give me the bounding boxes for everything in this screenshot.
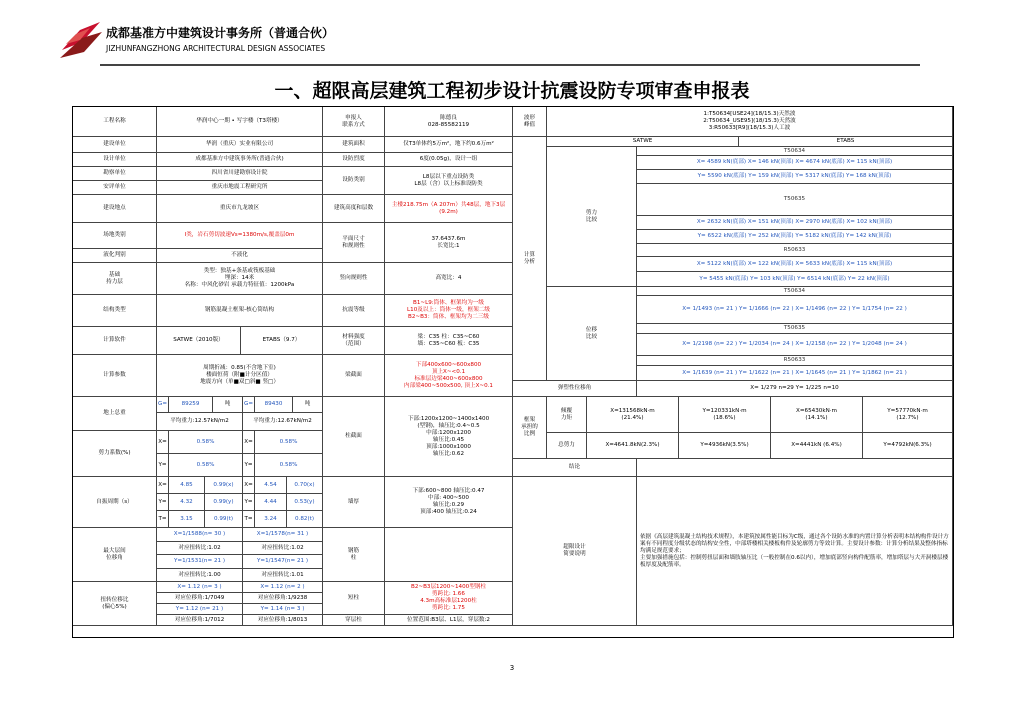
table-cell: 设计单位 — [73, 153, 157, 167]
table-cell: T= — [157, 511, 169, 528]
table-cell: Y=4792kN(6.3%) — [863, 433, 953, 459]
table-cell: T50634 — [637, 147, 953, 156]
table-cell: 1:T50634[USE24](18/15.3)天然波 2:T50634_USE95](18/15.3)天然波 3:R50633[R9](18/15.3)人工波 — [547, 107, 953, 137]
firm-name-en: JIZHUNFANGZHONG ARCHITECTURAL DESIGN ASSOCIATES — [106, 44, 326, 53]
table-cell: 设防类别 — [323, 167, 385, 195]
table-cell: 申报人 联系方式 — [323, 107, 385, 137]
table-cell: 材料强度 （范围） — [323, 327, 385, 355]
table-cell: X=4641.8kN(2.3%) — [587, 433, 679, 459]
table-cell: X= 1/2198 (n= 22 ) Y= 1/2034 (n= 24 ) X= 1/2158 (n= 22 ) Y= 1/2048 (n= 24 ) — [637, 334, 953, 356]
table-cell: 89430 — [255, 397, 293, 413]
table-cell: 扭转位移比 (偏心5%) — [73, 582, 157, 626]
table-cell: X= 1/1493 (n= 21 ) Y= 1/1666 (n= 22 ) X= 1/1496 (n= 22 ) Y= 1/1754 (n= 22 ) — [637, 296, 953, 324]
table-cell: 0.58% — [169, 431, 243, 454]
table-cell: 钢筋 柱 — [323, 528, 385, 582]
page-number: 3 — [509, 664, 515, 672]
table-cell: 0.70(x) — [287, 477, 323, 494]
table-cell: X= 2632 kN(底部) X= 151 kN(顶部) X= 2970 kN(底部) X= 102 kN(顶部) — [637, 216, 953, 230]
table-cell: 建筑高度和层数 — [323, 195, 385, 223]
table-cell: Y= — [157, 454, 169, 477]
table-cell: 平均重力:12.57kN/m2 — [157, 413, 243, 431]
table-cell: 墙厚 — [323, 477, 385, 528]
table-cell: R50633 — [637, 356, 953, 366]
table-cell: 下部:1200x1200~1400x1400 (型钢)，轴压比:0.4~0.5 中部:1200x1200 轴压比:0.45 顶部:1000x1000 轴压比:0.62 — [385, 397, 513, 477]
table-cell: SATWE — [547, 137, 739, 147]
table-cell: 基础 持力层 — [73, 263, 157, 295]
table-cell: 3.15 — [169, 511, 205, 528]
table-cell: T50634 — [637, 287, 953, 296]
table-cell: 平均重力:12.67kN/m2 — [243, 413, 323, 431]
table-cell: 短柱 — [323, 582, 385, 615]
table-cell: 对应位移角:1/8013 — [243, 615, 323, 626]
table-cell: 倾覆 力矩 — [547, 397, 587, 433]
table-cell: 液化判别 — [73, 249, 157, 263]
table-cell: 仅T3单体约5万m²，地下约0.6万m² — [385, 137, 513, 153]
table-cell: 剪力系数(%) — [73, 431, 157, 477]
table-cell: 0.58% — [255, 454, 323, 477]
table-cell: 四川省川建勘察设计院 — [157, 167, 323, 181]
page-title: 一、超限高层建筑工程初步设计抗震设防专项审查申报表 — [274, 80, 750, 102]
table-cell: 弹塑性位移角 — [513, 381, 637, 397]
table-cell: 对应位移角:1/9238 — [243, 593, 323, 604]
table-cell: 成都基准方中建筑事务所(普通合伙) — [157, 153, 323, 167]
table-cell: 吨 — [213, 397, 243, 413]
table-cell: 4.44 — [255, 494, 287, 511]
table-cell: ETABS（9.7） — [241, 327, 323, 355]
table-cell: 梁截面 — [323, 355, 385, 397]
table-cell: X= 1.12 (n= 3 ) — [157, 582, 243, 593]
table-cell: X=1/1578(n= 31 ) — [243, 528, 323, 542]
table-cell: 0.82(t) — [287, 511, 323, 528]
table-cell: 设防烈度 — [323, 153, 385, 167]
firm-logo — [60, 20, 102, 60]
table-cell: 梁：C35 柱：C35~C60 墙：C35~C60 板：C35 — [385, 327, 513, 355]
table-cell: X= — [157, 477, 169, 494]
table-cell: 建设地点 — [73, 195, 157, 223]
table-cell: 柱截面 — [323, 397, 385, 477]
table-cell: 0.99(t) — [205, 511, 243, 528]
table-cell: 重庆市九龙坡区 — [157, 195, 323, 223]
table-cell: 对应位移角:1/7049 — [157, 593, 243, 604]
table-cell: 波形 峰值 — [513, 107, 547, 137]
table-cell: 华润中心一期 • 写字楼（T3塔楼） — [157, 107, 323, 137]
table-cell: 对应扭转比:1.01 — [243, 569, 323, 582]
table-cell: 钢筋混凝土框架-核心筒结构 — [157, 295, 323, 327]
table-cell: G= — [157, 397, 169, 413]
table-cell: 周期折减：0.85(不含地下室) 楼面恒荷（附■计分区值） 地震方向（单■双□斜■ 竖□） — [157, 355, 323, 397]
table-cell: 对应位移角:1/7012 — [157, 615, 243, 626]
table-cell: B1~L9:筒体、框架均为一级 L10及以上：筒体一级，框架二级 B2~B3：筒体、框架均为二三级 — [385, 295, 513, 327]
table-cell: 陈德良 028-85582119 — [385, 107, 513, 137]
table-cell: X=65430kN·m (14.1%) — [771, 397, 863, 433]
table-cell: X= — [243, 431, 255, 454]
table-cell: 对应扭转比:1.00 — [157, 569, 243, 582]
table-cell: X= — [157, 431, 169, 454]
table-cell: 0.99(y) — [205, 494, 243, 511]
table-cell: X= 1/279 n=29 Y= 1/225 n=10 — [637, 381, 953, 397]
table-cell: 地上总重 — [73, 397, 157, 431]
table-cell: 结构类型 — [73, 295, 157, 327]
table-cell: X= 5122 kN(底部) X= 122 kN(顶部) X= 5633 kN(底部) X= 115 kN(顶部) — [637, 257, 953, 272]
table-cell: ETABS — [739, 137, 953, 147]
table-cell: T= — [243, 511, 255, 528]
table-cell: Y=1/1547(n= 21 ) — [243, 555, 323, 569]
table-cell: 框架 承担的 比例 — [513, 397, 547, 459]
table-cell: Y=1/1531(n= 21 ) — [157, 555, 243, 569]
table-cell: X= 1.12 (n= 2 ) — [243, 582, 323, 593]
application-table — [72, 106, 954, 638]
table-cell: 吨 — [293, 397, 323, 413]
table-cell: 下部:600~800 轴压比:0.47 中部: 400~500 轴压比:0.29 顶部:400 轴压比:0.24 — [385, 477, 513, 528]
table-cell: 0.99(x) — [205, 477, 243, 494]
table-cell: 0.53(y) — [287, 494, 323, 511]
table-cell: 主楼218.75m（A 207m）共48层，地下3层(9.2m) — [385, 195, 513, 223]
table-cell: Y=57770kN·m (12.7%) — [863, 397, 953, 433]
table-cell: 场地类别 — [73, 223, 157, 249]
table-cell: T50635 — [637, 184, 953, 216]
table-cell: 平面尺寸 和规则性 — [323, 223, 385, 263]
table-cell: 剪力 比较 — [547, 147, 637, 287]
table-cell: T50635 — [637, 324, 953, 334]
table-cell: 计算参数 — [73, 355, 157, 397]
table-cell: L8层以下重点设防类 L8层（含）以上标准设防类 — [385, 167, 513, 195]
table-cell: 工程名称 — [73, 107, 157, 137]
table-cell: 0.58% — [169, 454, 243, 477]
table-cell: Y= 6522 kN(底部) Y= 252 kN(顶部) Y= 5182 kN(底部) Y= 142 kN(顶部) — [637, 230, 953, 244]
table-cell: Y= 1.14 (n= 3 ) — [243, 604, 323, 615]
table-cell: 穿层柱 — [323, 615, 385, 626]
table-cell: R50633 — [637, 244, 953, 257]
table-cell: 最大层间 位移角 — [73, 528, 157, 582]
table-cell: 4.85 — [169, 477, 205, 494]
table-cell: 3.24 — [255, 511, 287, 528]
table-cell: 89259 — [169, 397, 213, 413]
table-cell: Y=4936kN(3.5%) — [679, 433, 771, 459]
table-cell: 4.32 — [169, 494, 205, 511]
table-cell — [637, 459, 953, 477]
table-cell: X=4441kN (6.4%) — [771, 433, 863, 459]
table-cell: 对应扭转比:1.02 — [157, 542, 243, 555]
table-cell: X= — [243, 477, 255, 494]
table-cell: Y= — [243, 494, 255, 511]
table-cell: 抗震等级 — [323, 295, 385, 327]
table-cell: 6度(0.05g)，设计一组 — [385, 153, 513, 167]
table-cell: 位移 比较 — [547, 287, 637, 381]
table-cell: 重庆市地震工程研究所 — [157, 181, 323, 195]
table-cell: Y= — [243, 454, 255, 477]
table-cell: 计算 分析 — [513, 137, 547, 381]
table-cell: 37.6437.6m 长宽比:1 — [385, 223, 513, 263]
table-cell: Y= 5590 kN(底部) Y= 159 kN(顶部) Y= 5317 kN(底部) Y= 168 kN(顶部) — [637, 170, 953, 184]
table-cell: 位置范围:B3层、L1层，穿层数:2 — [385, 615, 513, 626]
table-cell: 总剪力 — [547, 433, 587, 459]
table-cell: 高宽比：4 — [385, 263, 513, 295]
table-cell: 超限设计 简要说明 — [513, 477, 637, 626]
table-cell: 类型：独基+条基或筏板基础 埋深：14米 名称：中风化砂岩 承载力特征值：1200kPa — [157, 263, 323, 295]
table-cell: G= — [243, 397, 255, 413]
table-cell: 计算软件 — [73, 327, 157, 355]
table-cell: X= 4589 kN(底部) X= 146 kN(顶部) X= 4674 kN(底部) X= 115 kN(顶部) — [637, 156, 953, 170]
table-cell: Y= 5455 kN(底部) Y= 103 kN(顶部) Y= 6514 kN(底部) Y= 22 kN(顶部) — [637, 272, 953, 287]
table-cell: 下部400x600~600x800 顶上X~<0.1 标准层边梁400~600x800 内部梁400~500x500, 顶上X~0.1 — [385, 355, 513, 397]
table-cell: Y= 1.12 (n= 21 ) — [157, 604, 243, 615]
table-cell: Y=120331kN·m (18.6%) — [679, 397, 771, 433]
table-cell: 勘察单位 — [73, 167, 157, 181]
table-cell: 安评单位 — [73, 181, 157, 195]
table-cell: 4.54 — [255, 477, 287, 494]
table-cell: 华润（重庆）实业有限公司 — [157, 137, 323, 153]
table-cell: 0.58% — [255, 431, 323, 454]
table-cell: X=1/1588(n= 30 ) — [157, 528, 243, 542]
table-cell: 建设单位 — [73, 137, 157, 153]
table-cell: 自振周期（s） — [73, 477, 157, 528]
table-cell: Ⅰ类，岩石剪切波速Vs=1380m/s,覆盖层0m — [157, 223, 323, 249]
table-cell: X=131568kN·m (21.4%) — [587, 397, 679, 433]
table-cell: 依据《高层建筑混凝土结构技术规程》，本建筑按属性能目标为C级，通过各个设防水准的内置计算分析表明本结构构件设计方案有不同程度分级状态的结构安全性，中部塔楼相关楼板构件及轮廓剪力等效计算。主要设计参数：计算分析结果及整体指标均满足规范要求； 主要加强措施包括：控制剪扭层面和墙肢轴压比（一般控制在0.6以内），增加底部竖向构件配筋率，增加塔层与大开洞楼层楼板厚度及配筋率。 — [637, 477, 953, 626]
table-cell: SATWE（2010版） — [157, 327, 241, 355]
table-cell — [385, 528, 513, 582]
firm-name: 成都基准方中建筑设计事务所（普通合伙） — [106, 26, 335, 40]
table-cell: 建筑面积 — [323, 137, 385, 153]
header-rule — [100, 64, 920, 66]
table-cell: 对应扭转比:1.02 — [243, 542, 323, 555]
table-cell: Y= — [157, 494, 169, 511]
table-cell: 竖向规则性 — [323, 263, 385, 295]
table-cell: 不液化 — [157, 249, 323, 263]
table-cell: B2~B3层1200~1400型钢柱 剪跨比: 1.66 4.3m高标准层1200柱 剪跨比: 1.75 — [385, 582, 513, 615]
table-cell: X= 1/1639 (n= 21 ) Y= 1/1622 (n= 21 ) X= 1/1645 (n= 21 ) Y= 1/1862 (n= 21 ) — [637, 366, 953, 381]
table-cell: 结论 — [513, 459, 637, 477]
